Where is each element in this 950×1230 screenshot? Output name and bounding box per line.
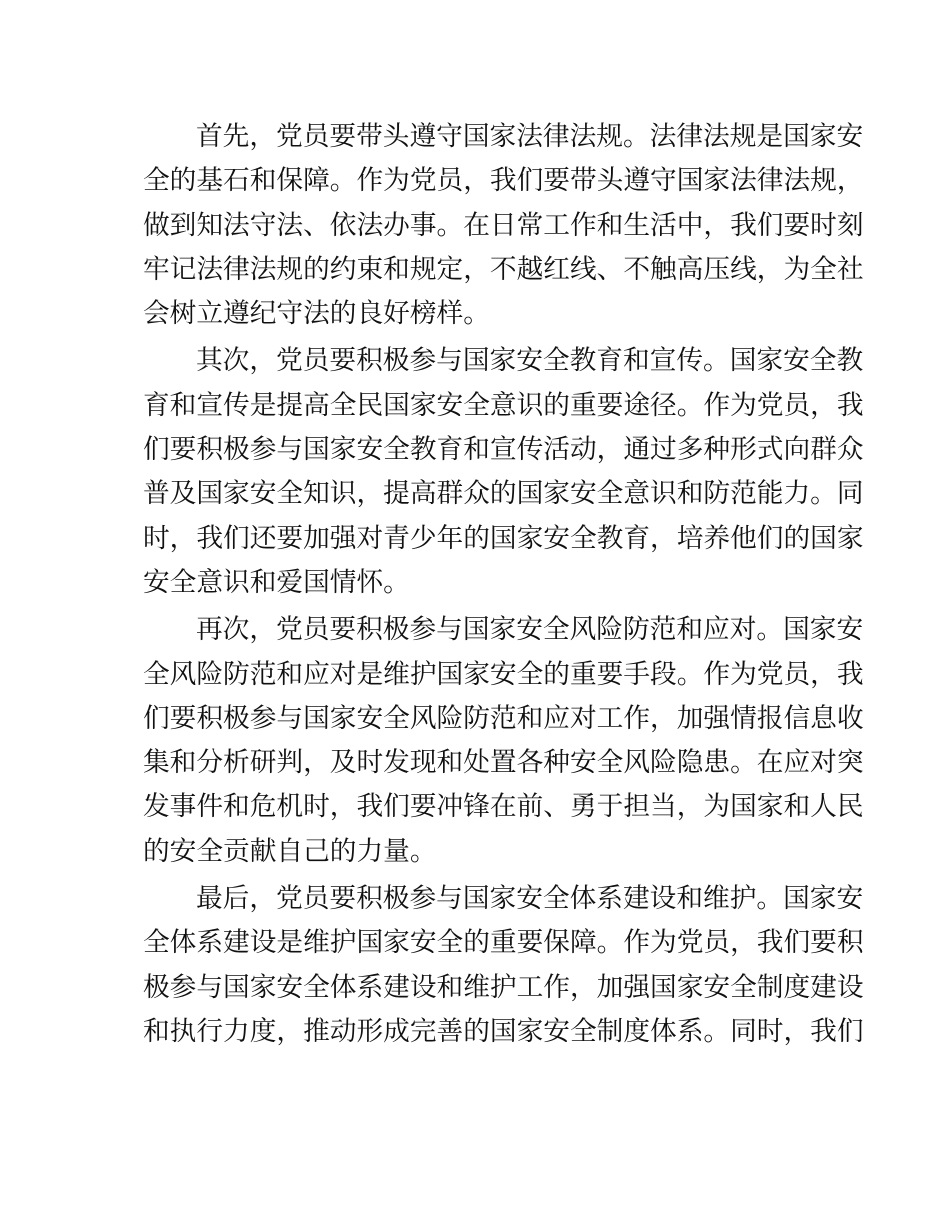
paragraph — [143, 115, 864, 336]
text-line: 做到知法守法、依法办事。在日常工作和生活中，我们要时刻 — [143, 209, 864, 241]
text-line: 全体系建设是维护国家安全的重要保障。作为党员，我们要积 — [143, 927, 864, 959]
paragraph — [143, 877, 864, 1054]
paragraph — [143, 608, 864, 874]
text-line: 发事件和危机时，我们要冲锋在前、勇于担当，为国家和人民 — [143, 791, 864, 823]
text-line: 其次，党员要积极参与国家安全教育和宣传。国家安全教 — [196, 345, 864, 377]
text-line: 们要积极参与国家安全风险防范和应对工作，加强情报信息收 — [143, 702, 864, 734]
document-page — [143, 115, 864, 1057]
text-line: 普及国家安全知识，提高群众的国家安全意识和防范能力。同 — [143, 478, 864, 510]
text-line: 全的基石和保障。作为党员，我们要带头遵守国家法律法规， — [143, 165, 864, 197]
text-line: 时，我们还要加强对青少年的国家安全教育，培养他们的国家 — [143, 522, 864, 554]
text-line: 极参与国家安全体系建设和维护工作，加强国家安全制度建设 — [143, 971, 864, 1003]
text-line: 全风险防范和应对是维护国家安全的重要手段。作为党员，我 — [143, 658, 864, 690]
text-line: 最后，党员要积极参与国家安全体系建设和维护。国家安 — [196, 883, 864, 915]
text-line: 和执行力度，推动形成完善的国家安全制度体系。同时，我们 — [143, 1015, 864, 1047]
text-line: 集和分析研判，及时发现和处置各种安全风险隐患。在应对突 — [143, 747, 864, 779]
text-line: 牢记法律法规的约束和规定，不越红线、不触高压线，为全社 — [143, 253, 864, 285]
text-line: 们要积极参与国家安全教育和宣传活动，通过多种形式向群众 — [143, 434, 864, 466]
text-line: 会树立遵纪守法的良好榜样。 — [143, 298, 490, 330]
text-line: 首先，党员要带头遵守国家法律法规。法律法规是国家安 — [196, 121, 864, 152]
text-line: 的安全贡献自己的力量。 — [143, 835, 437, 867]
text-line: 安全意识和爱国情怀。 — [143, 566, 410, 598]
paragraph — [143, 339, 864, 605]
text-line: 再次，党员要积极参与国家安全风险防范和应对。国家安 — [196, 614, 864, 646]
text-line: 育和宣传是提高全民国家安全意识的重要途径。作为党员，我 — [143, 389, 864, 421]
